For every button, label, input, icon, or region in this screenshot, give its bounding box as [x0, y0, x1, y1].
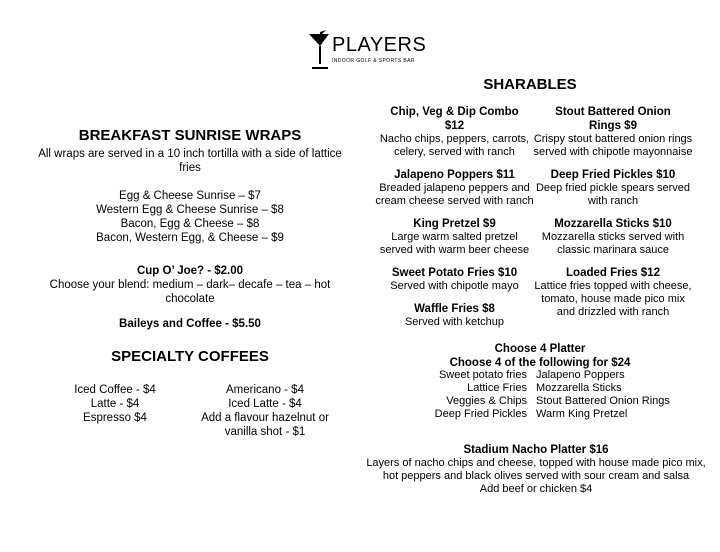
- item-name: Rings $9: [589, 120, 637, 132]
- specialty-item: Espresso $4: [83, 412, 147, 424]
- item-desc: served with warm beer cheese: [379, 244, 530, 256]
- item-desc: Large warm salted pretzel: [391, 231, 518, 243]
- item-desc: Nacho chips, peppers, carrots,: [379, 133, 530, 145]
- platter-title: Choose 4 Platter: [494, 343, 586, 355]
- players-logo: [306, 30, 427, 74]
- breakfast-desc: All wraps are served in a 10 inch tortilla with a side of lattice: [38, 148, 342, 160]
- breakfast-title: BREAKFAST SUNRISE WRAPS: [78, 127, 302, 144]
- menu-item: [372, 168, 537, 208]
- breakfast-item: Western Egg & Cheese Sunrise – $8: [96, 204, 284, 216]
- item-desc: Breaded jalapeno peppers and: [379, 182, 530, 194]
- cupojoe-desc: chocolate: [165, 293, 215, 305]
- nacho-desc: hot peppers and black olives served with sour cream and salsa: [382, 470, 690, 482]
- menu-item: [372, 105, 537, 159]
- specialty-item: Add a flavour hazelnut or: [201, 412, 329, 424]
- sharables-right-column: [528, 105, 698, 319]
- nacho-title: Stadium Nacho Platter $16: [463, 444, 609, 456]
- item-name: Waffle Fries $8: [414, 303, 495, 315]
- item-desc: Lattice fries topped with cheese,: [534, 280, 692, 292]
- item-desc: cream cheese served with ranch: [375, 195, 534, 207]
- menu-item: [528, 105, 698, 159]
- item-desc: celery, served with ranch: [394, 146, 515, 158]
- item-desc: with ranch: [587, 195, 639, 207]
- platter-subtitle: Choose 4 of the following for $24: [449, 357, 631, 369]
- menu-item: [528, 266, 698, 319]
- platter-left-list: [420, 369, 527, 421]
- menu-item: [528, 168, 698, 208]
- cupojoe-desc: Choose your blend: medium – dark– decafe – tea – hot: [49, 279, 331, 291]
- item-name: $12: [444, 120, 465, 132]
- menu-item: [528, 217, 698, 257]
- nacho-desc: Layers of nacho chips and cheese, topped with house made pico mix,: [366, 457, 706, 469]
- item-desc: and drizzled with ranch: [556, 306, 670, 318]
- item-desc: Served with chipotle mayo: [390, 280, 519, 292]
- platter-option: Warm King Pretzel: [536, 408, 628, 420]
- specialty-item: Iced Coffee - $4: [74, 384, 156, 396]
- platter-option: Jalapeno Poppers: [536, 369, 625, 381]
- sharables-left-column: [372, 105, 537, 329]
- item-name: Loaded Fries $12: [566, 267, 660, 279]
- platter-heading: [420, 342, 660, 370]
- sharables-title: SHARABLES: [483, 76, 577, 93]
- specialty-item: vanilla shot - $1: [224, 426, 306, 438]
- item-desc: Deep fried pickle spears served: [535, 182, 691, 194]
- platter-option: Sweet potato fries: [438, 369, 527, 381]
- item-desc: tomato, house made pico mix: [541, 293, 685, 305]
- specialty-right-list: [185, 383, 345, 439]
- breakfast-section: [30, 127, 350, 245]
- item-desc: Served with ketchup: [404, 316, 505, 328]
- item-name: Stout Battered Onion: [555, 106, 671, 118]
- baileys-title: Baileys and Coffee - $5.50: [119, 318, 261, 330]
- logo-wordmark: PLAYERS: [332, 34, 427, 56]
- cupojoe-section: [30, 264, 350, 306]
- menu-item: [372, 302, 537, 329]
- golf-flag-icon: [306, 30, 332, 72]
- logo-subtitle: INDOOR GOLF & SPORTS BAR: [332, 58, 415, 64]
- item-name: Deep Fried Pickles $10: [550, 169, 676, 181]
- nacho-desc: Add beef or chicken $4: [479, 483, 593, 495]
- platter-option: Mozzarella Sticks: [536, 382, 622, 394]
- breakfast-item: Bacon, Western Egg, & Cheese – $9: [96, 232, 284, 244]
- menu-item: [372, 217, 537, 257]
- platter-right-list: [536, 369, 686, 421]
- specialty-item: Iced Latte - $4: [228, 398, 302, 410]
- item-name: King Pretzel $9: [413, 218, 496, 230]
- platter-option: Lattice Fries: [467, 382, 527, 394]
- specialty-title: SPECIALTY COFFEES: [111, 348, 269, 365]
- specialty-item: Americano - $4: [226, 384, 304, 396]
- item-desc: served with chipotle mayonnaise: [533, 146, 693, 158]
- platter-option: Veggies & Chips: [446, 395, 527, 407]
- platter-option: Deep Fried Pickles: [434, 408, 527, 420]
- item-desc: classic marinara sauce: [557, 244, 669, 256]
- item-name: Chip, Veg & Dip Combo: [390, 106, 519, 118]
- breakfast-desc: fries: [179, 162, 201, 174]
- nacho-section: [360, 443, 712, 496]
- cupojoe-title: Cup O’ Joe? - $2.00: [136, 265, 244, 277]
- item-desc: Crispy stout battered onion rings: [533, 133, 693, 145]
- breakfast-item: Egg & Cheese Sunrise – $7: [119, 190, 261, 202]
- item-name: Sweet Potato Fries $10: [391, 267, 518, 279]
- specialty-item: Latte - $4: [90, 398, 140, 410]
- item-desc: Mozzarella sticks served with: [541, 231, 685, 243]
- breakfast-item: Bacon, Egg & Cheese – $8: [120, 218, 260, 230]
- platter-option: Stout Battered Onion Rings: [536, 395, 670, 407]
- specialty-left-list: [40, 383, 190, 425]
- item-name: Mozzarella Sticks $10: [554, 218, 672, 230]
- item-name: Jalapeno Poppers $11: [394, 169, 515, 181]
- menu-item: [372, 266, 537, 293]
